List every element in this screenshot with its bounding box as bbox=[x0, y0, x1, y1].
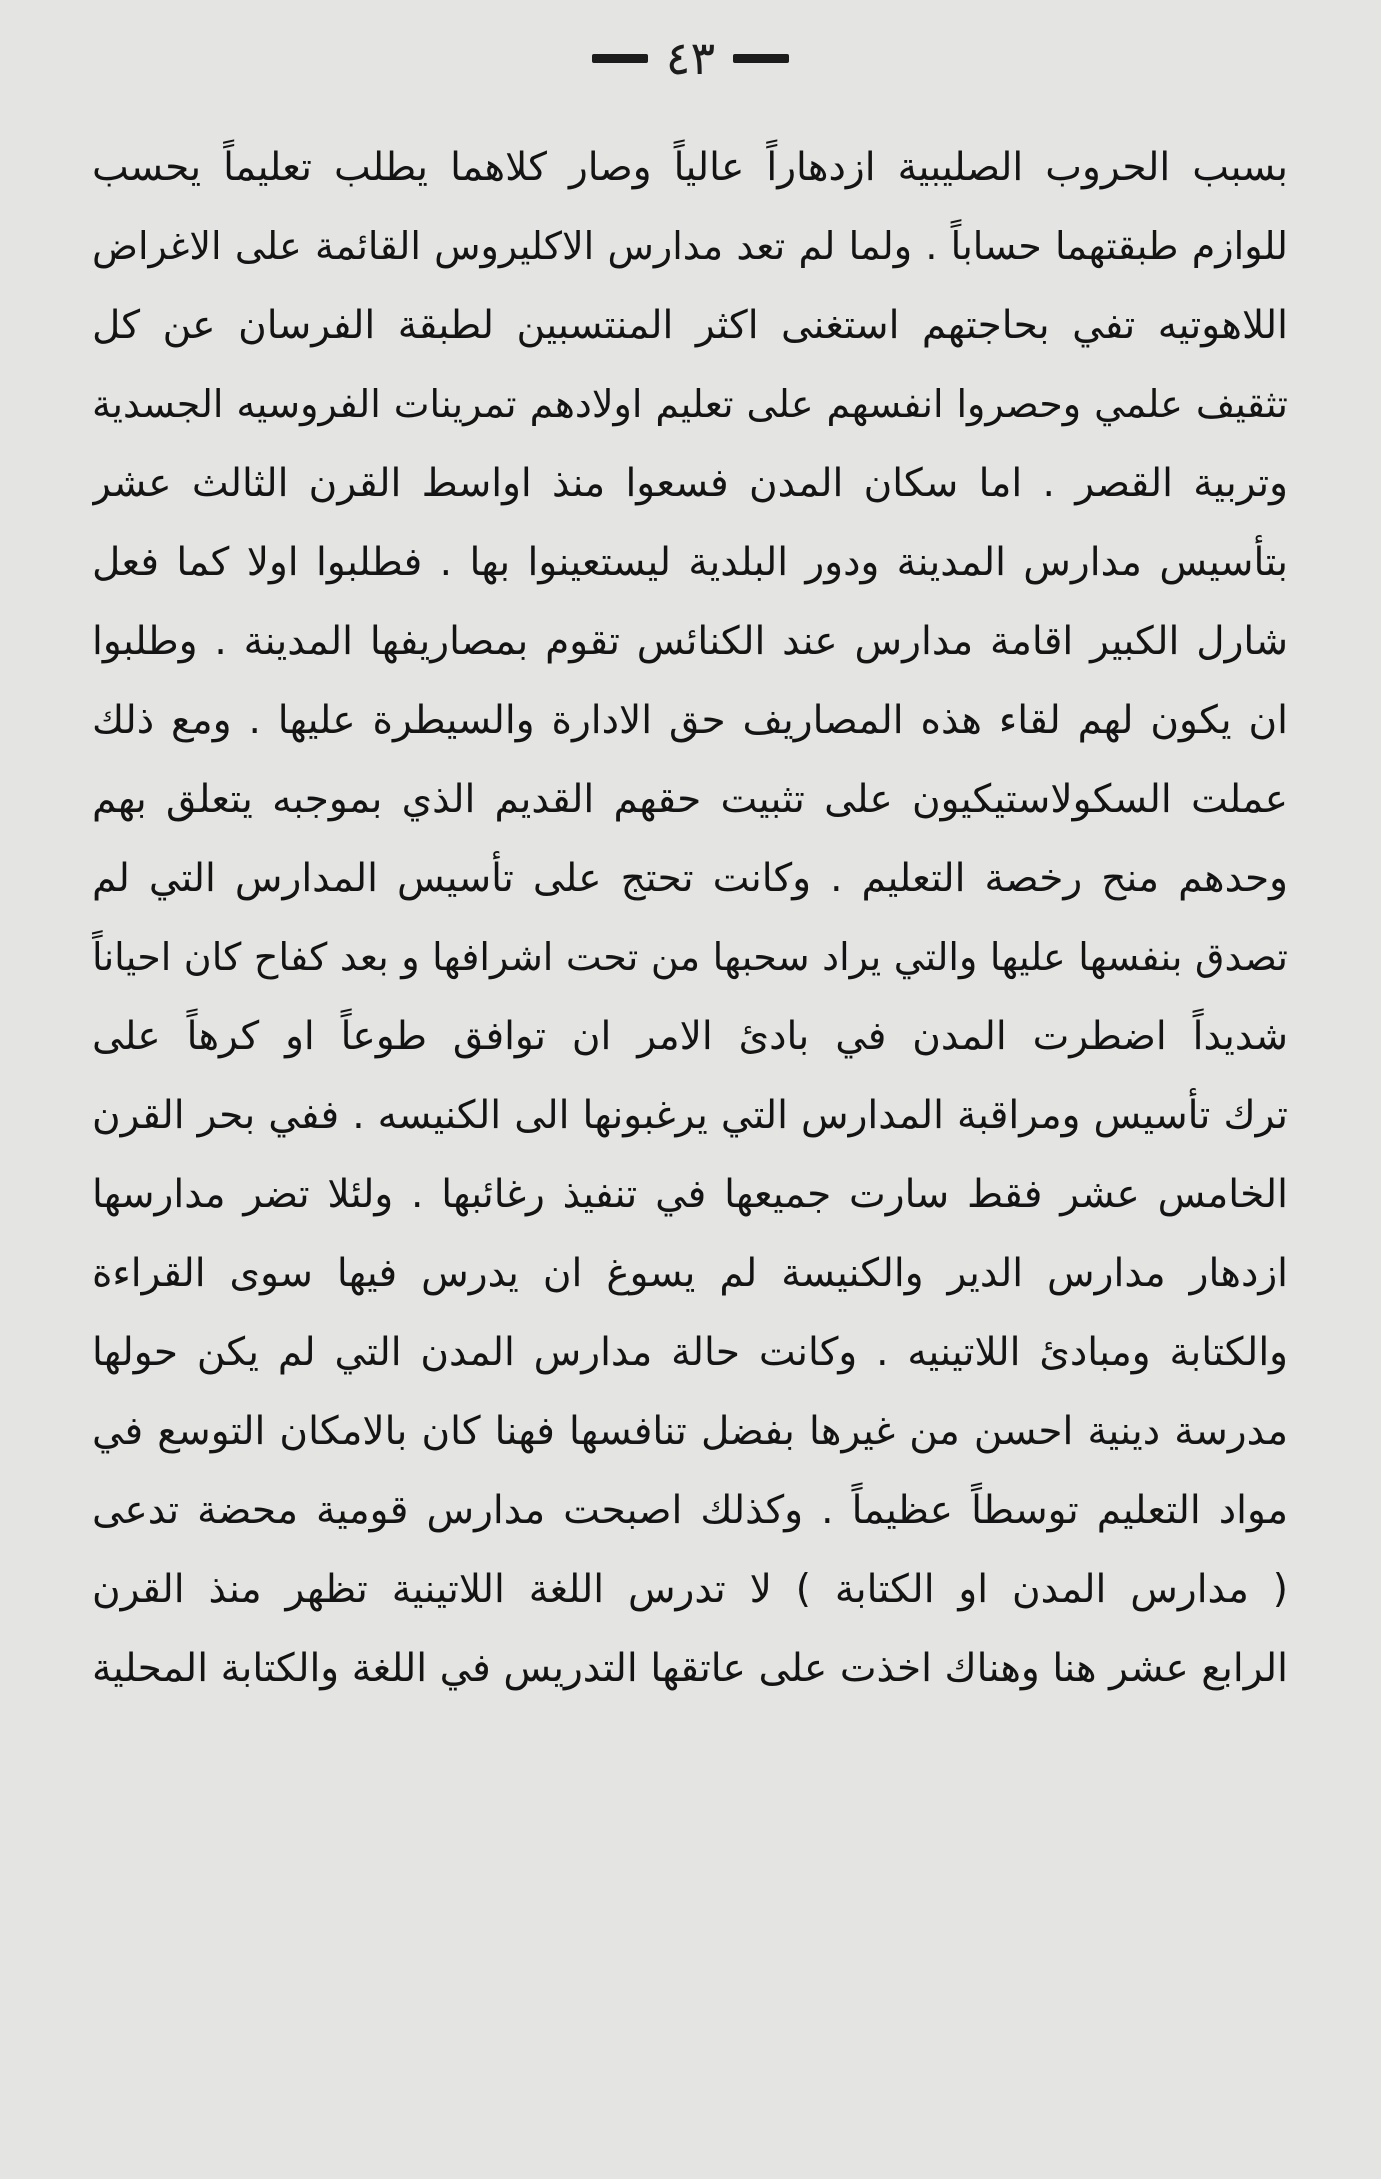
text-line: الخامس عشر فقط سارت جميعها في تنفيذ رغائبها . ولئلا تضر مدارسها bbox=[92, 1172, 1288, 1217]
page-header bbox=[0, 28, 1381, 88]
text-line: وحدهم منح رخصة التعليم . وكانت تحتج على تأسيس المدارس التي لم bbox=[92, 856, 1288, 901]
page-body-text bbox=[92, 128, 1288, 1708]
text-line: ترك تأسيس ومراقبة المدارس التي يرغبونها الى الكنيسه . ففي بحر القرن bbox=[92, 1093, 1288, 1138]
text-line: مواد التعليم توسطاً عظيماً . وكذلك اصبحت مدارس قومية محضة تدعى bbox=[92, 1488, 1288, 1533]
text-line: والكتابة ومبادئ اللاتينيه . وكانت حالة مدارس المدن التي لم يكن حولها bbox=[92, 1330, 1288, 1375]
text-line: ان يكون لهم لقاء هذه المصاريف حق الادارة والسيطرة عليها . ومع ذلك bbox=[92, 698, 1288, 743]
text-line: بسبب الحروب الصليبية ازدهاراً عالياً وصار كلاهما يطلب تعليماً يحسب bbox=[92, 145, 1288, 190]
text-line: ازدهار مدارس الدير والكنيسة لم يسوغ ان يدرس فيها سوى القراءة bbox=[92, 1251, 1288, 1296]
text-line: للوازم طبقتهما حساباً . ولما لم تعد مدارس الاكليروس القائمة على الاغراض bbox=[92, 224, 1288, 268]
text-line: بتأسيس مدارس المدينة ودور البلدية ليستعينوا بها . فطلبوا اولا كما فعل bbox=[92, 540, 1288, 585]
header-dash-left bbox=[592, 54, 648, 63]
text-line: عملت السكولاستيكيون على تثبيت حقهم القديم الذي بموجبه يتعلق بهم bbox=[92, 777, 1288, 822]
text-line: مدرسة دينية احسن من غيرها بفضل تنافسها فهنا كان بالامكان التوسع في bbox=[92, 1409, 1288, 1454]
page-number: ٤٣ bbox=[665, 31, 716, 85]
text-line: شارل الكبير اقامة مدارس عند الكنائس تقوم بمصاريفها المدينة . وطلبوا bbox=[92, 619, 1288, 664]
text-line: وتربية القصر . اما سكان المدن فسعوا منذ اواسط القرن الثالث عشر bbox=[92, 461, 1288, 506]
text-line: شديداً اضطرت المدن في بادئ الامر ان توافق طوعاً او كرهاً على bbox=[92, 1014, 1288, 1059]
text-line: الرابع عشر هنا وهناك اخذت على عاتقها التدريس في اللغة والكتابة المحلية bbox=[92, 1646, 1288, 1691]
text-line: تصدق بنفسها عليها والتي يراد سحبها من تحت اشرافها و بعد كفاح كان احياناً bbox=[92, 935, 1288, 979]
text-line: ( مدارس المدن او الكتابة ) لا تدرس اللغة اللاتينية تظهر منذ القرن bbox=[92, 1567, 1288, 1612]
text-line: اللاهوتيه تفي بحاجتهم استغنى اكثر المنتسبين لطبقة الفرسان عن كل bbox=[92, 303, 1288, 348]
header-dash-right bbox=[733, 54, 789, 63]
text-line: تثقيف علمي وحصروا انفسهم على تعليم اولادهم تمرينات الفروسيه الجسدية bbox=[92, 382, 1288, 426]
